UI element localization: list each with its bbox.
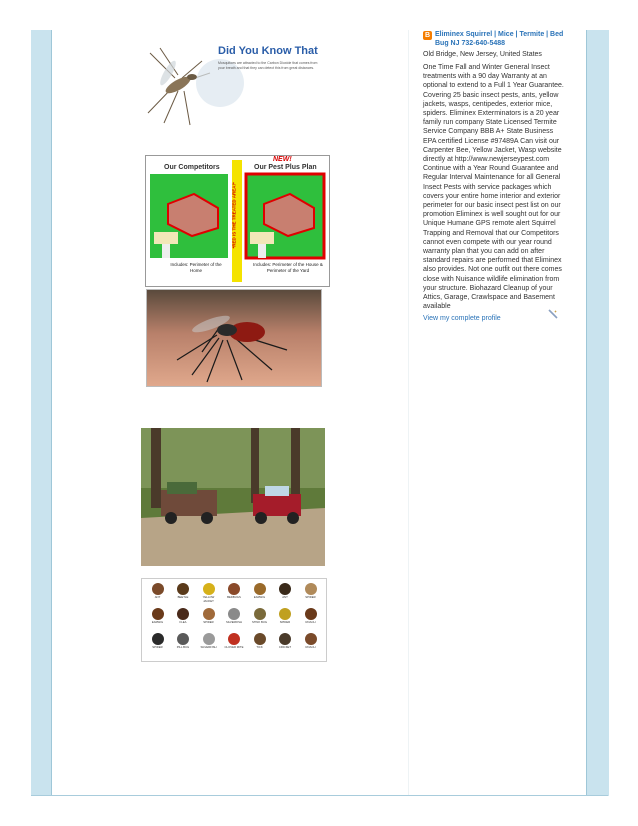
profile-location: Old Bridge, New Jersey, United States bbox=[423, 51, 542, 58]
did-you-know-body: Mosquitoes are attracted to the Carbon Dioxide that comes from your breath and that they can detect this from great distances. bbox=[218, 61, 318, 70]
pest-item: CRICKET bbox=[274, 633, 297, 658]
left-border-band bbox=[31, 30, 52, 796]
pest-row-2 bbox=[146, 608, 322, 633]
pest-grid bbox=[146, 583, 322, 658]
pest-item: SPIDER bbox=[274, 608, 297, 633]
pest-item: SILVERFISH bbox=[197, 633, 220, 658]
sidebar-divider bbox=[408, 30, 409, 795]
pest-identification-chart[interactable] bbox=[141, 578, 327, 662]
pest-item: STINK BUG bbox=[248, 608, 271, 633]
pest-item: SPIDER bbox=[146, 633, 169, 658]
service-trucks-photo[interactable] bbox=[141, 428, 325, 566]
pest-item: SILVERFISH bbox=[223, 608, 246, 633]
profile-name-link[interactable]: Eliminex Squirrel | Mice | Termite | Bed Bug NJ 732-640-5488 bbox=[435, 31, 564, 47]
right-border-band bbox=[586, 30, 609, 796]
pest-item: SPIDER bbox=[299, 583, 322, 608]
did-you-know-title: Did You Know That bbox=[218, 45, 318, 57]
mosquito-on-skin bbox=[147, 290, 321, 386]
new-badge: NEW! bbox=[273, 156, 292, 163]
did-you-know-image[interactable] bbox=[140, 33, 330, 138]
pest-item: EARWIG bbox=[146, 608, 169, 633]
pest-plus-caption: Includes: Perimeter of the House & Perimeter of the Yard bbox=[253, 262, 323, 273]
pest-item: SPIDER bbox=[197, 608, 220, 633]
pest-item: ROACH bbox=[299, 608, 322, 633]
pest-item: YELLOW JACKET bbox=[197, 583, 220, 608]
pest-row-3 bbox=[146, 633, 322, 658]
treated-area-banner: *RED IS THE TREATED AREA!* bbox=[231, 182, 237, 249]
competitors-caption: Includes: Perimeter of the Home bbox=[170, 262, 222, 273]
pest-item: EARWIG bbox=[248, 583, 271, 608]
pest-item: CLOVER MITE bbox=[223, 633, 246, 658]
view-profile-link[interactable]: View my complete profile bbox=[423, 315, 501, 323]
profile-about: One Time Fall and Winter General Insect treatments with a 90 day Warranty at an optional to extend to a Full 1 Year Guarantee. Covering 25 basic insect pests, ants, yellow jackets, wasps, centipedes, exterior mice, spiders. Eliminex Exterminators is a 20 year family run company State Licensed Termite Service Company BBB A+ State Business EPA certified License #97489A Can visit our Carpenter Bee, Yellow Jacket, Wasp website directly at http://www.newjerseypest.com Continue with a Year Round Guarantee and Regular Interval Maintenance for all General Insect Pests with service packages which covers your entire home interior and exterior perimeter for our basic insect pest list on our promotion Eliminex is well sought out for our Unique Humane GPS remote alert Squirrel Trapping and Removal that our Competitors cannot even compete with our year round warranty plan that you can add on after standard repairs are performed that Eliminex also provides. Not one outfit out there comes close with Nuisance wildlife elimination from your structure. Biohazard Cleanup of your Attics, Garage, Crawlspace and Basement available bbox=[423, 64, 564, 311]
pest-item: BEETLE bbox=[172, 583, 195, 608]
pest-item: ANT bbox=[274, 583, 297, 608]
pest-item: ANT bbox=[146, 583, 169, 608]
mosquito-photo[interactable] bbox=[146, 289, 322, 387]
pest-item: FLEA bbox=[172, 608, 195, 633]
pest-item: ROACH bbox=[299, 633, 322, 658]
competitors-comparison-image[interactable] bbox=[145, 155, 330, 287]
competitors-title: Our Competitors bbox=[164, 164, 220, 171]
edit-pencil-icon[interactable] bbox=[547, 307, 559, 319]
trucks-in-driveway bbox=[141, 428, 325, 566]
profile-sidebar bbox=[423, 30, 568, 323]
blogger-icon: B bbox=[424, 32, 431, 39]
bottom-border bbox=[31, 795, 608, 796]
pest-row-1 bbox=[146, 583, 322, 608]
pest-plus-title: Our Pest Plus Plan bbox=[254, 164, 317, 171]
profile-header bbox=[423, 30, 568, 48]
pest-item: TICK bbox=[248, 633, 271, 658]
pest-item: PILL BUG bbox=[172, 633, 195, 658]
pest-item: BEDBUGS bbox=[223, 583, 246, 608]
